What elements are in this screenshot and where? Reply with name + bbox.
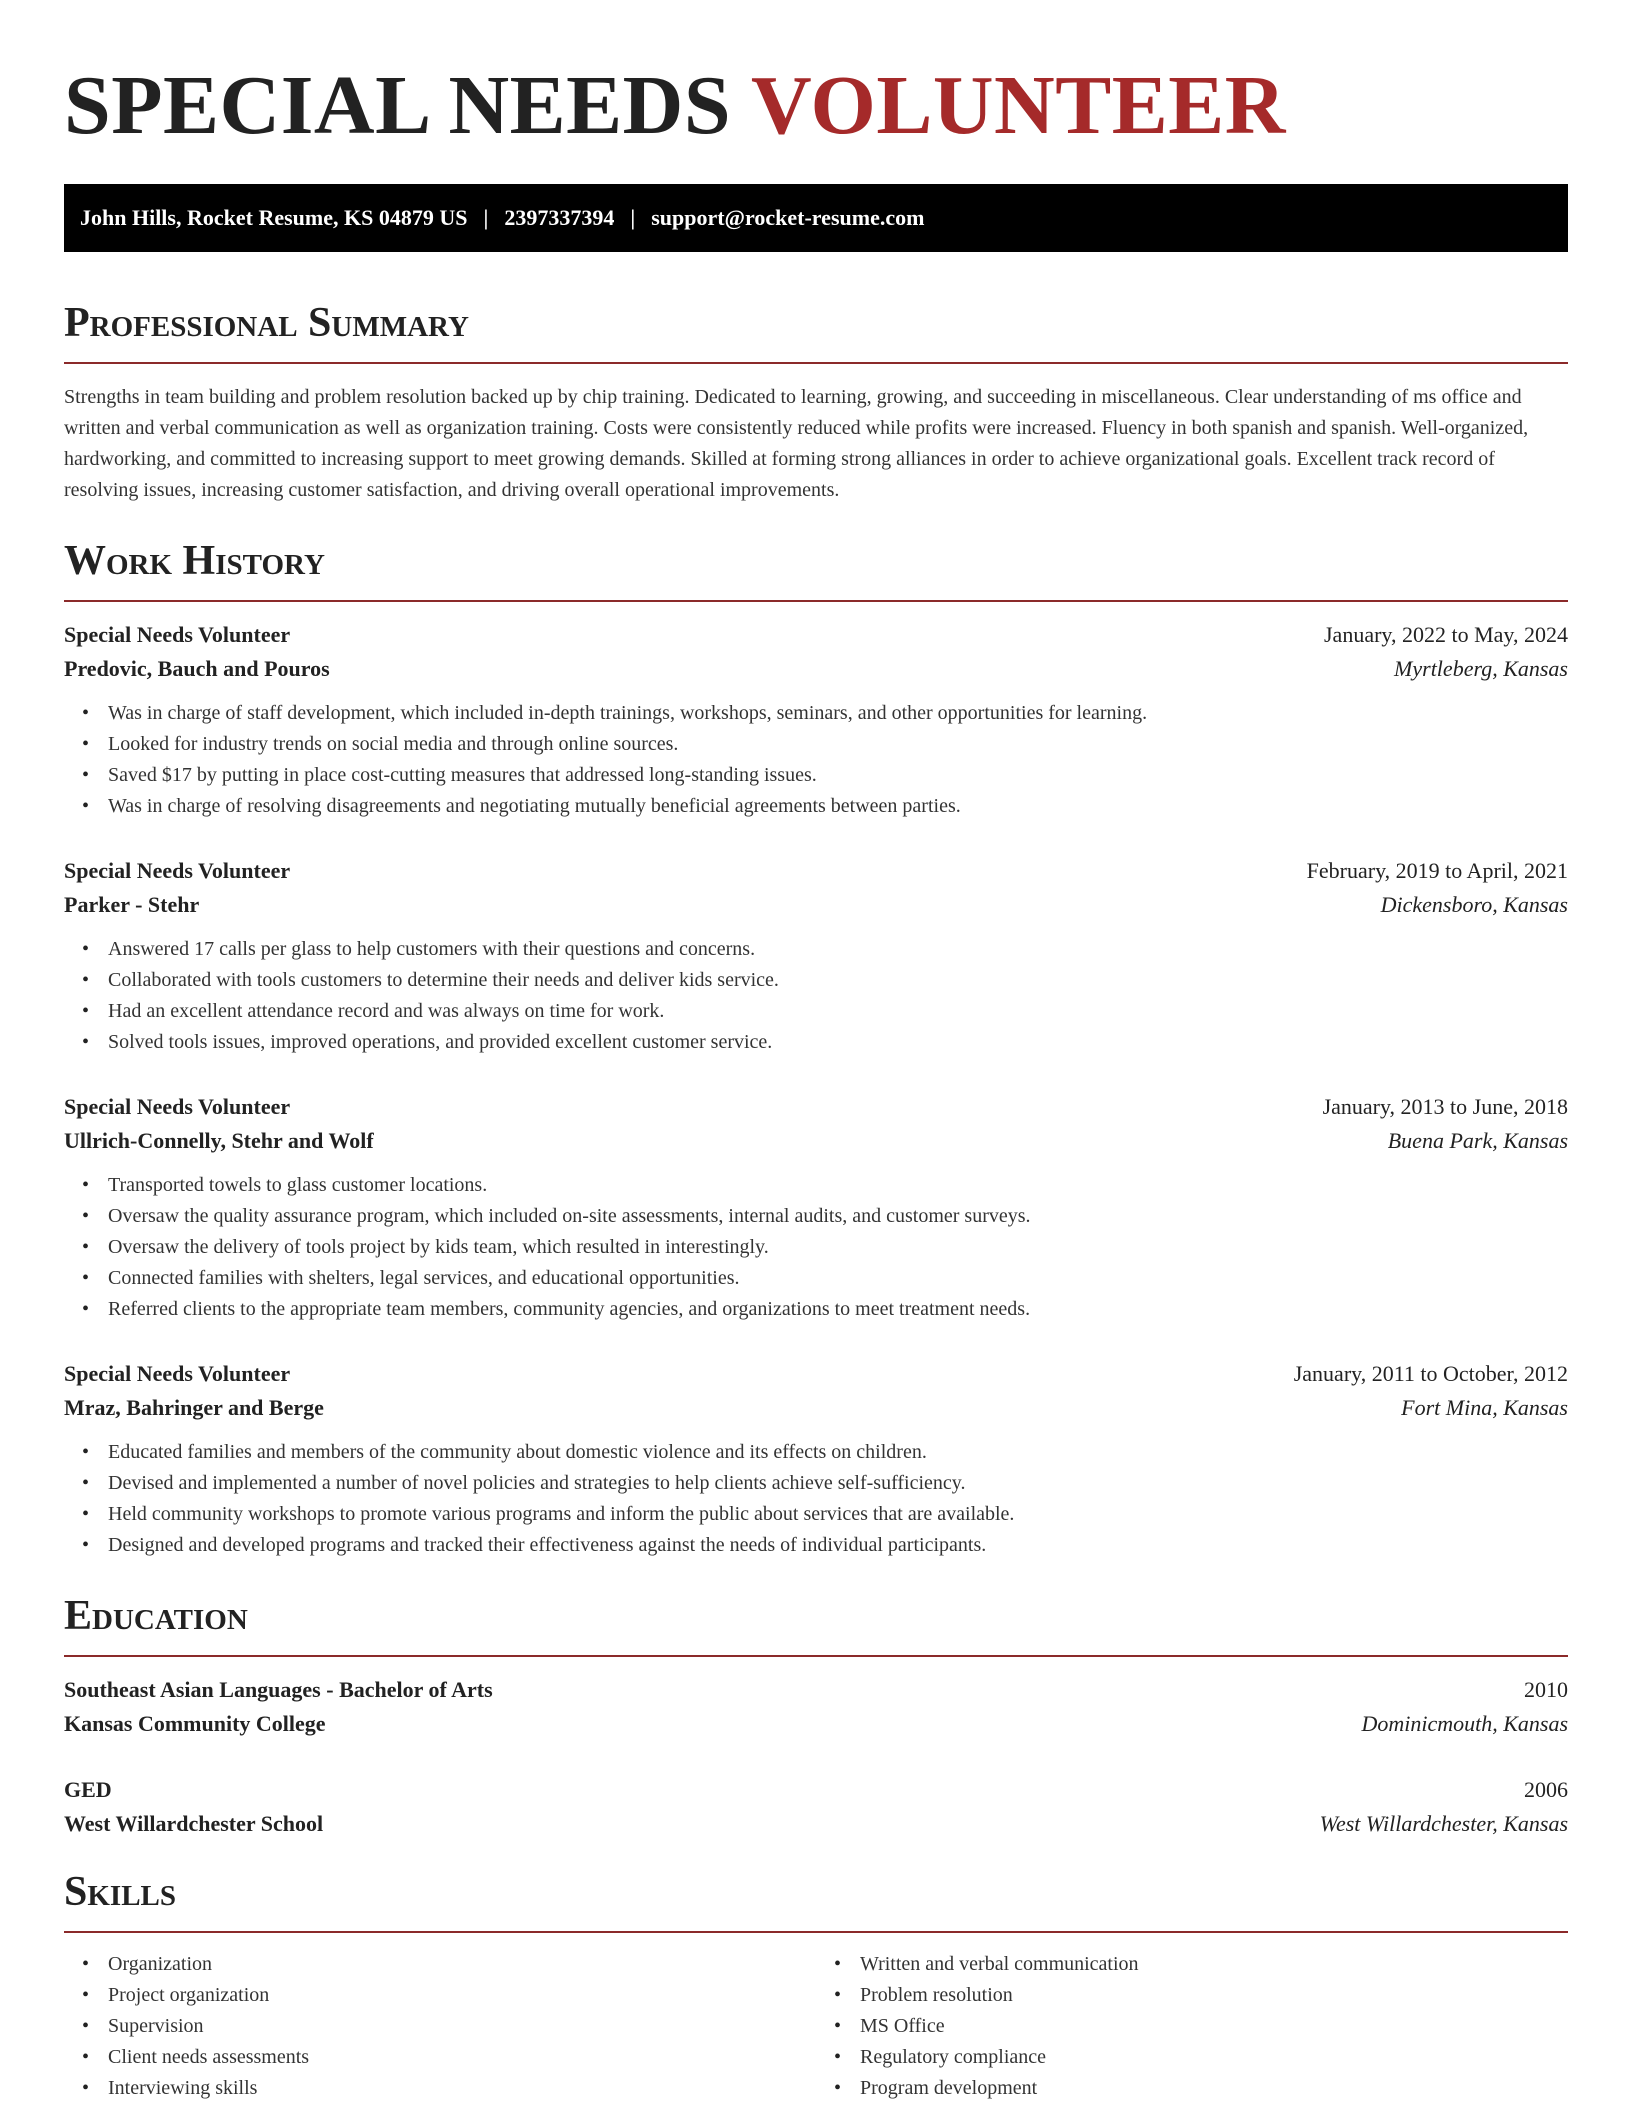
skill-item: • Client needs assessments [108, 2042, 816, 2073]
section-divider [64, 1931, 1568, 1933]
job-title: Special Needs Volunteer [64, 1094, 291, 1119]
graduation-year: 2010 [1524, 1677, 1568, 1702]
job-duties [64, 1170, 1568, 1325]
duty-item: • Oversaw the quality assurance program, which included on-site assessments, internal audits, and customer surveys. [108, 1201, 1568, 1232]
skill-item: • Supervision [108, 2011, 816, 2042]
skills-section [64, 1871, 1568, 2104]
section-heading: Work History [64, 538, 325, 584]
job-dates: January, 2011 to October, 2012 [1293, 1361, 1568, 1386]
degree-name: Southeast Asian Languages - Bachelor of Arts [64, 1677, 493, 1702]
contact-email: support@rocket-resume.com [651, 205, 925, 230]
job-location: Myrtleberg, Kansas [1394, 656, 1568, 681]
job-company: Ullrich-Connelly, Stehr and Wolf [64, 1128, 374, 1153]
job-duties [64, 698, 1568, 822]
title-accent: VOLUNTEER [751, 59, 1286, 152]
job-location: Buena Park, Kansas [1387, 1128, 1568, 1153]
job-entry [64, 622, 1568, 822]
summary-text: Strengths in team building and problem resolution backed up by chip training. Dedicated to learning, growing, and succeeding in miscellaneous. Clear understanding of ms office and written and verbal communication as well as organization training. Costs were consistently reduced while profits were increased. Fluency in both spanish and spanish. Well-organized, hardworking, and committed to increasing support to meet growing demands. Skilled at forming strong alliances in order to achieve organizational goals. Excellent track record of resolving issues, increasing customer satisfaction, and driving overall operational improvements. [64, 386, 1529, 501]
skill-item: • Regulatory compliance [860, 2042, 1568, 2073]
duty-item: • Saved $17 by putting in place cost-cutting measures that addressed long-standing issues. [108, 760, 1568, 791]
education-entry [64, 1777, 1568, 1837]
skill-item: • Problem resolution [860, 1980, 1568, 2011]
skill-item: • Program development [860, 2073, 1568, 2104]
duty-item: • Solved tools issues, improved operations, and provided excellent customer service. [108, 1027, 1568, 1058]
duty-item: • Transported towels to glass customer locations. [108, 1170, 1568, 1201]
job-entry [64, 1361, 1568, 1561]
duty-item: • Devised and implemented a number of novel policies and strategies to help clients achieve self-sufficiency. [108, 1468, 1568, 1499]
job-location: Fort Mina, Kansas [1401, 1395, 1568, 1420]
skills-columns [64, 1949, 1568, 2104]
duty-item: • Oversaw the delivery of tools project by kids team, which resulted in interestingly. [108, 1232, 1568, 1263]
school-name: West Willardchester School [64, 1811, 324, 1836]
job-entry [64, 1094, 1568, 1325]
skill-item: • Organization [108, 1949, 816, 1980]
contact-separator: | [630, 205, 636, 230]
duty-item: • Educated families and members of the community about domestic violence and its effects on children. [108, 1437, 1568, 1468]
duty-item: • Had an excellent attendance record and was always on time for work. [108, 996, 1568, 1027]
contact-address: John Hills, Rocket Resume, KS 04879 US [80, 205, 468, 230]
job-duties [64, 934, 1568, 1058]
job-dates: January, 2013 to June, 2018 [1322, 1094, 1568, 1119]
duty-item: • Connected families with shelters, legal services, and educational opportunities. [108, 1263, 1568, 1294]
duty-item: • Looked for industry trends on social media and through online sources. [108, 729, 1568, 760]
duty-item: • Answered 17 calls per glass to help customers with their questions and concerns. [108, 934, 1568, 965]
skill-item: • Interviewing skills [108, 2073, 816, 2104]
section-divider [64, 1655, 1568, 1657]
job-dates: January, 2022 to May, 2024 [1324, 622, 1568, 647]
section-heading: Skills [64, 1869, 177, 1915]
skill-item: • MS Office [860, 2011, 1568, 2042]
work-history-section [64, 540, 1568, 1561]
skill-item: • Project organization [108, 1980, 816, 2011]
school-location: West Willardchester, Kansas [1319, 1811, 1568, 1836]
contact-separator: | [483, 205, 489, 230]
job-duties [64, 1437, 1568, 1561]
school-name: Kansas Community College [64, 1711, 326, 1736]
degree-name: GED [64, 1777, 112, 1802]
job-title: Special Needs Volunteer [64, 858, 291, 883]
graduation-year: 2006 [1524, 1777, 1568, 1802]
skills-list-right [816, 1949, 1568, 2104]
duty-item: • Collaborated with tools customers to determine their needs and deliver kids service. [108, 965, 1568, 996]
skills-list-left [64, 1949, 816, 2104]
section-divider [64, 600, 1568, 602]
job-dates: February, 2019 to April, 2021 [1306, 858, 1568, 883]
duty-item: • Held community workshops to promote various programs and inform the public about services that are available. [108, 1499, 1568, 1530]
school-location: Dominicmouth, Kansas [1361, 1711, 1568, 1736]
contact-bar [64, 184, 1568, 252]
job-company: Parker - Stehr [64, 892, 200, 917]
resume-title [64, 59, 1568, 152]
duty-item: • Was in charge of resolving disagreements and negotiating mutually beneficial agreements between parties. [108, 791, 1568, 822]
job-title: Special Needs Volunteer [64, 1361, 291, 1386]
contact-phone: 2397337394 [504, 205, 615, 230]
job-company: Predovic, Bauch and Pouros [64, 656, 330, 681]
duty-item: • Designed and developed programs and tracked their effectiveness against the needs of individual participants. [108, 1530, 1568, 1561]
section-divider [64, 362, 1568, 364]
job-company: Mraz, Bahringer and Berge [64, 1395, 324, 1420]
education-entry [64, 1677, 1568, 1737]
skill-item: • Written and verbal communication [860, 1949, 1568, 1980]
section-heading: Professional Summary [64, 300, 469, 346]
education-section [64, 1595, 1568, 1837]
professional-summary-section [64, 302, 1568, 506]
job-location: Dickensboro, Kansas [1380, 892, 1568, 917]
duty-item: • Referred clients to the appropriate team members, community agencies, and organizations to meet treatment needs. [108, 1294, 1568, 1325]
duty-item: • Was in charge of staff development, which included in-depth trainings, workshops, seminars, and other opportunities for learning. [108, 698, 1568, 729]
job-entry [64, 858, 1568, 1058]
job-title: Special Needs Volunteer [64, 622, 291, 647]
section-heading: Education [64, 1593, 248, 1639]
title-primary: SPECIAL NEEDS [64, 59, 732, 152]
